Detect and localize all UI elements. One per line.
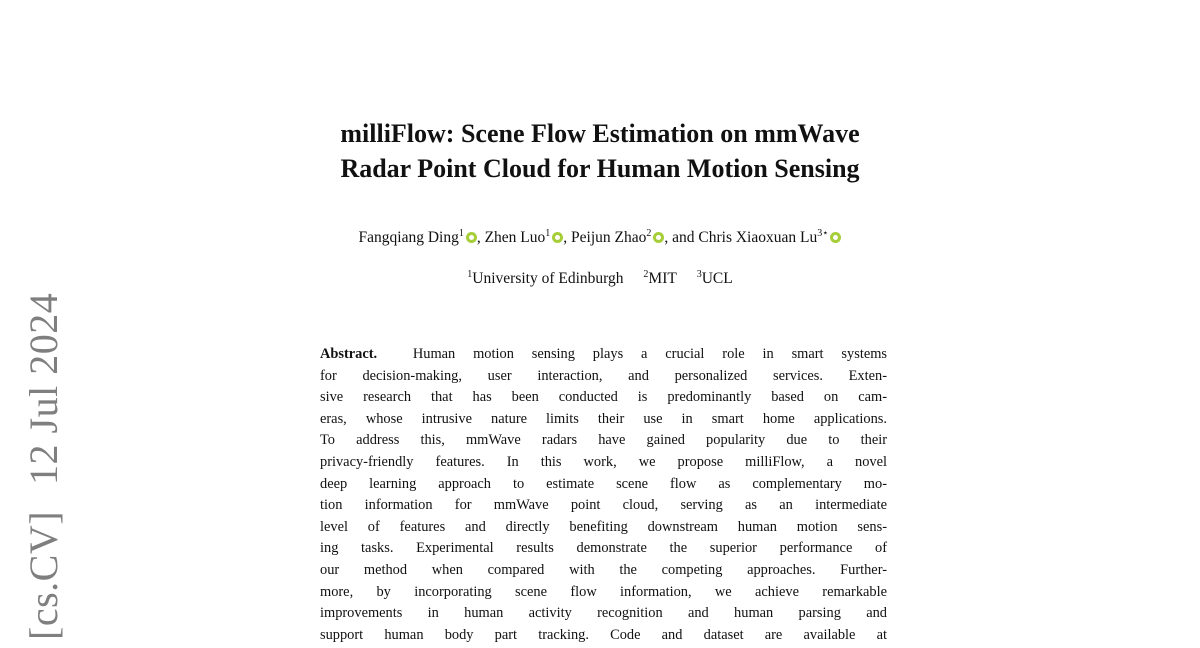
abstract-line: more, by incorporating scene flow information, we achieve remarkable [320, 583, 887, 600]
author-name: Peijun Zhao [571, 229, 647, 246]
orcid-icon[interactable] [653, 232, 664, 243]
abstract-line: level of features and directly benefiting downstream human motion sens- [320, 518, 887, 535]
abstract-line: eras, whose intrusive nature limits their use in smart home applications. [320, 410, 887, 427]
orcid-icon[interactable] [552, 232, 563, 243]
abstract-line: deep learning approach to estimate scene flow as complementary mo- [320, 475, 887, 492]
author-list: Fangqiang Ding$^1$ , Zhen Luo$^1$ , Peijun Zhao$^2$ , and Chris Xiaoxuan $Lu^{3⋆}$ [0, 229, 1200, 247]
arxiv-category: [cs.CV] [21, 510, 66, 640]
abstract-line: tion information for mmWave point cloud, serving as an intermediate [320, 497, 887, 514]
abstract-line: Abstract. Human motion sensing plays a crucial role in smart systems [320, 346, 887, 362]
abstract-line: ing tasks. Experimental results demonstrate the superior performance of [320, 540, 887, 557]
abstract-line: our method when compared with the competing approaches. Further- [320, 561, 887, 578]
author-affil-sup: 3⋆ [817, 228, 829, 239]
author-affil-sup: 1 [545, 228, 551, 239]
abstract-line: improvements in human activity recognition and human parsing and [320, 605, 887, 622]
title-line-2: Radar Point Cloud for Human Motion Sensing [340, 154, 860, 183]
abstract-line: sive research that has been conducted is predominantly based on cam- [320, 389, 887, 406]
affiliation: $^1$University of Edinburgh [467, 269, 624, 287]
author-name: Zhen Luo [484, 229, 546, 246]
affiliation-list [0, 270, 1200, 288]
abstract-line: To address this, mmWave radars have gained popularity due to their [320, 432, 887, 449]
orcid-icon[interactable] [466, 232, 477, 243]
arxiv-side-stamp [20, 293, 67, 640]
orcid-icon[interactable] [830, 232, 841, 243]
author-affil-sup: 2 [646, 228, 652, 239]
abstract [320, 344, 887, 646]
title-line-1: milliFlow: Scene Flow Estimation on mmWave [340, 119, 860, 148]
author-affil-sup: 1 [458, 228, 464, 239]
abstract-label: Abstract. [320, 346, 378, 362]
author-conjunction: , and [664, 229, 699, 246]
author-name: Chris Xiaoxuan Lu [698, 229, 818, 246]
abstract-line: privacy-friendly features. In this work, we propose milliFlow, a novel [320, 453, 887, 470]
abstract-line: for decision-making, user interaction, and personalized services. Exten- [320, 367, 887, 384]
paper-title [0, 116, 1200, 186]
arxiv-date: 12 Jul 2024 [21, 292, 66, 485]
affiliation: $^2$MIT [643, 269, 677, 287]
author-name: Fangqiang Ding [358, 229, 459, 246]
affiliation: $^3$UCL [696, 269, 733, 287]
abstract-line: support human body part tracking. Code and dataset are available at [320, 626, 887, 643]
